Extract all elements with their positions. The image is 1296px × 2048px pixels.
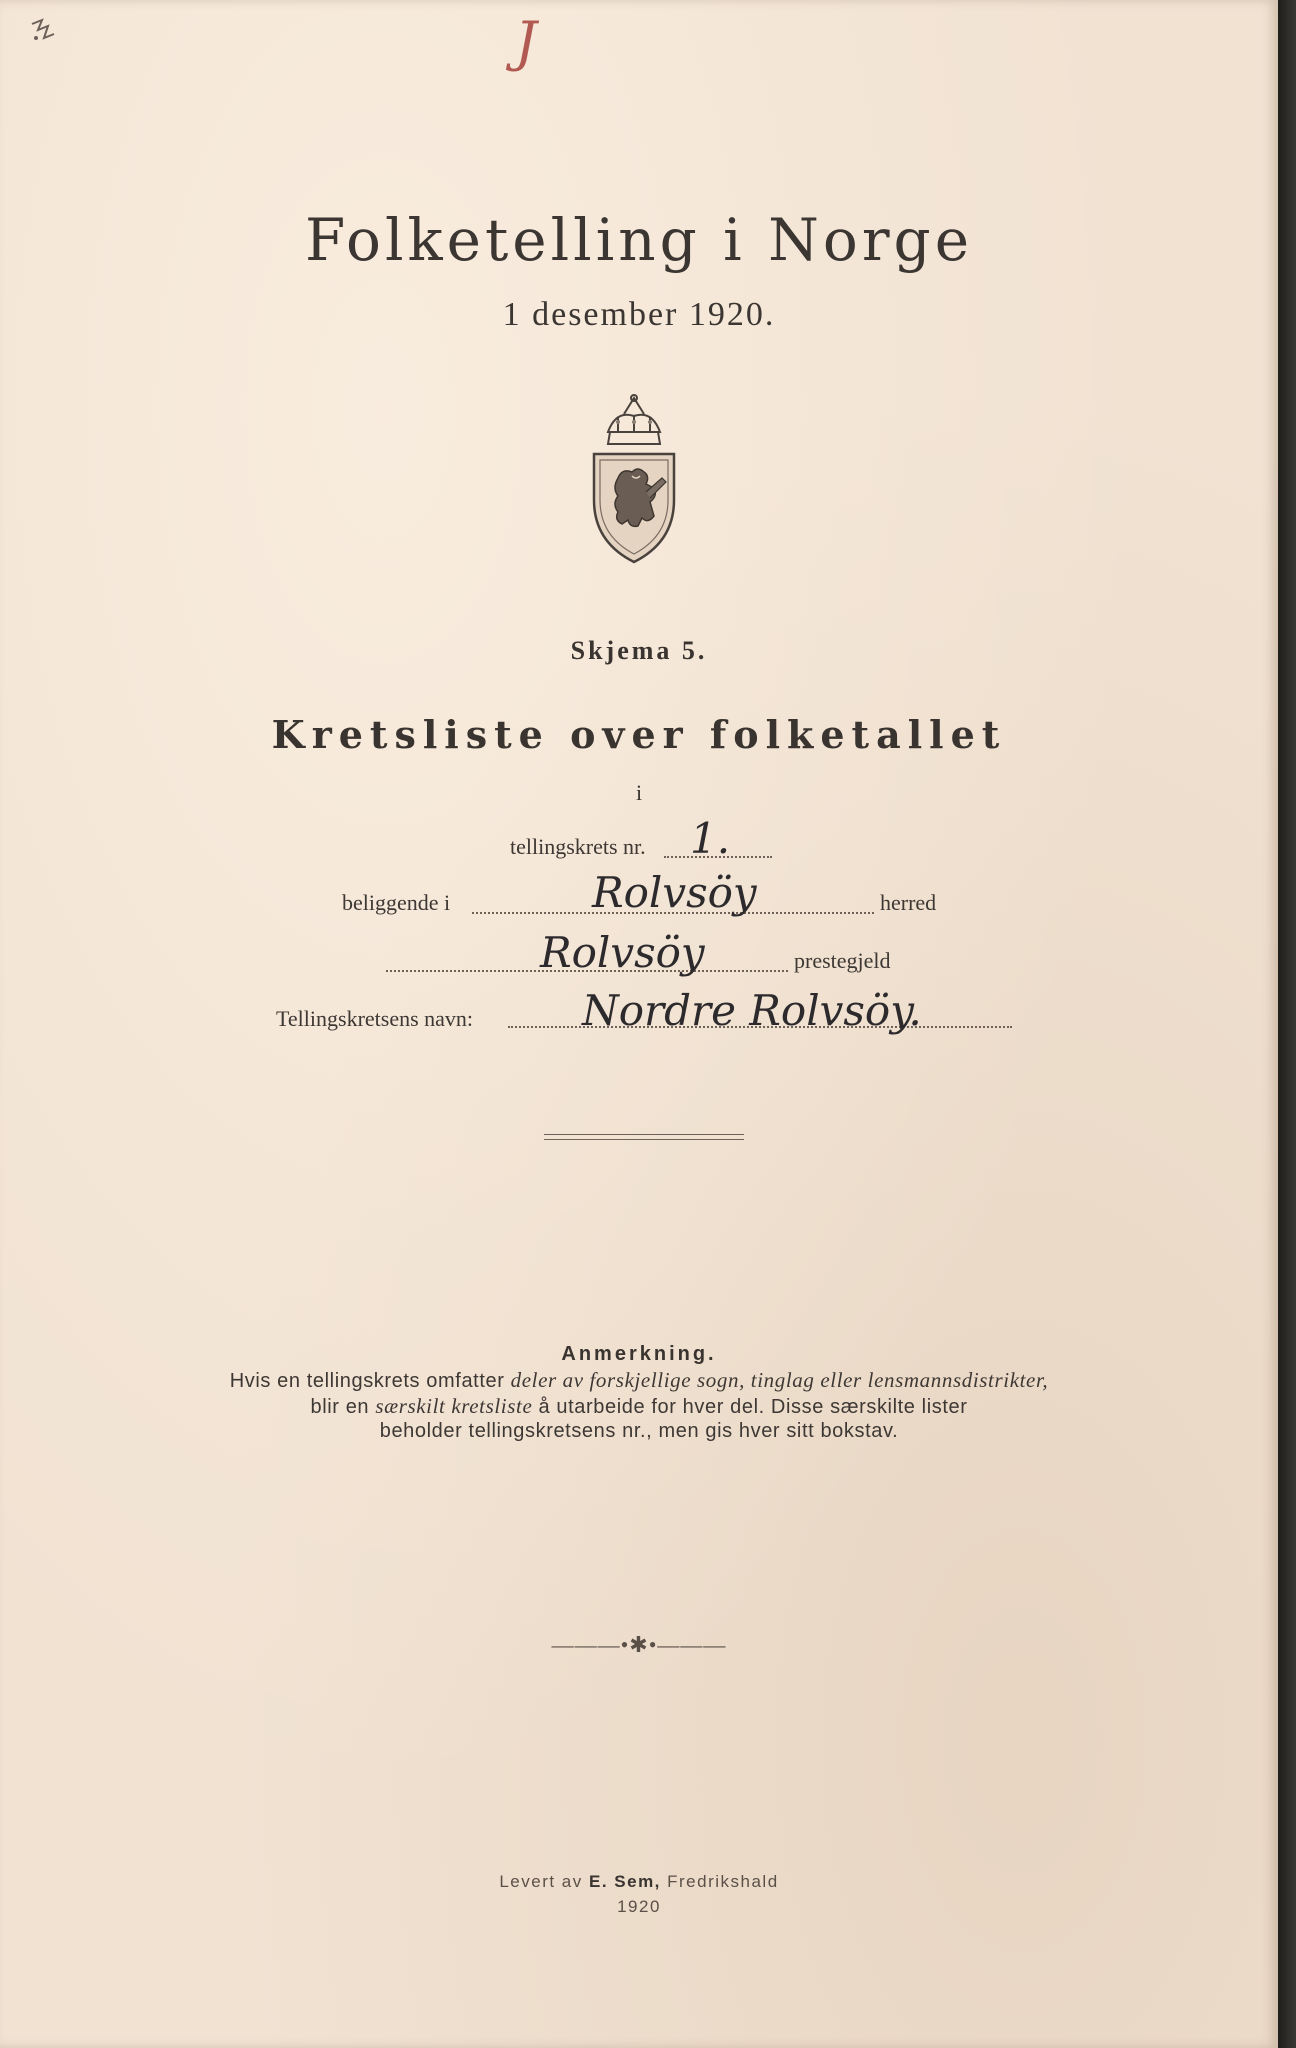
schema-number: Skjema 5.: [570, 636, 708, 665]
divider-rule-top: [544, 1134, 744, 1135]
tellingskrets-number: 1.: [690, 814, 731, 863]
corner-annotation: J: [515, 10, 537, 73]
note-line-1: Hvis en tellingskrets omfatter deler av forskjellige sogn, tinglag eller lensmannsdistrikter,: [229, 1368, 1049, 1392]
scan-dark-edge: [1278, 0, 1296, 2048]
beliggende-label: beliggende i: [342, 890, 451, 915]
tellingskrets-label: tellingskrets nr.: [510, 834, 646, 859]
herred-label: herred: [880, 890, 937, 915]
census-date: 1 desember 1920.: [502, 296, 776, 333]
stamp-mark-icon: [28, 16, 60, 46]
herred-name: Rolvsöy: [592, 868, 757, 917]
printer-credit: Levert av E. Sem, Fredrikshald: [499, 1872, 779, 1891]
ornament-divider: ———•✱•———: [551, 1632, 727, 1657]
note-line-3: beholder tellingskretsens nr., men gis hver sitt bokstav.: [379, 1420, 899, 1442]
krets-name-label: Tellingskretsens navn:: [276, 1006, 474, 1031]
printer-year: 1920: [617, 1897, 661, 1916]
divider-rule-bottom: [544, 1139, 744, 1140]
prestegjeld-label: prestegjeld: [794, 948, 891, 973]
krets-name-value: Nordre Rolvsöy.: [582, 986, 922, 1035]
note-heading: Anmerkning.: [561, 1343, 717, 1365]
norwegian-coat-of-arms-icon: [588, 392, 680, 564]
document-title: Folketelling i Norge: [304, 206, 974, 274]
heading-preposition: i: [635, 780, 643, 805]
prestegjeld-name: Rolvsöy: [540, 928, 705, 977]
form-heading: Kretsliste over folketallet: [271, 712, 1007, 757]
note-line-2: blir en særskilt kretsliste å utarbeide for hver del. Disse særskilte lister: [310, 1394, 968, 1418]
